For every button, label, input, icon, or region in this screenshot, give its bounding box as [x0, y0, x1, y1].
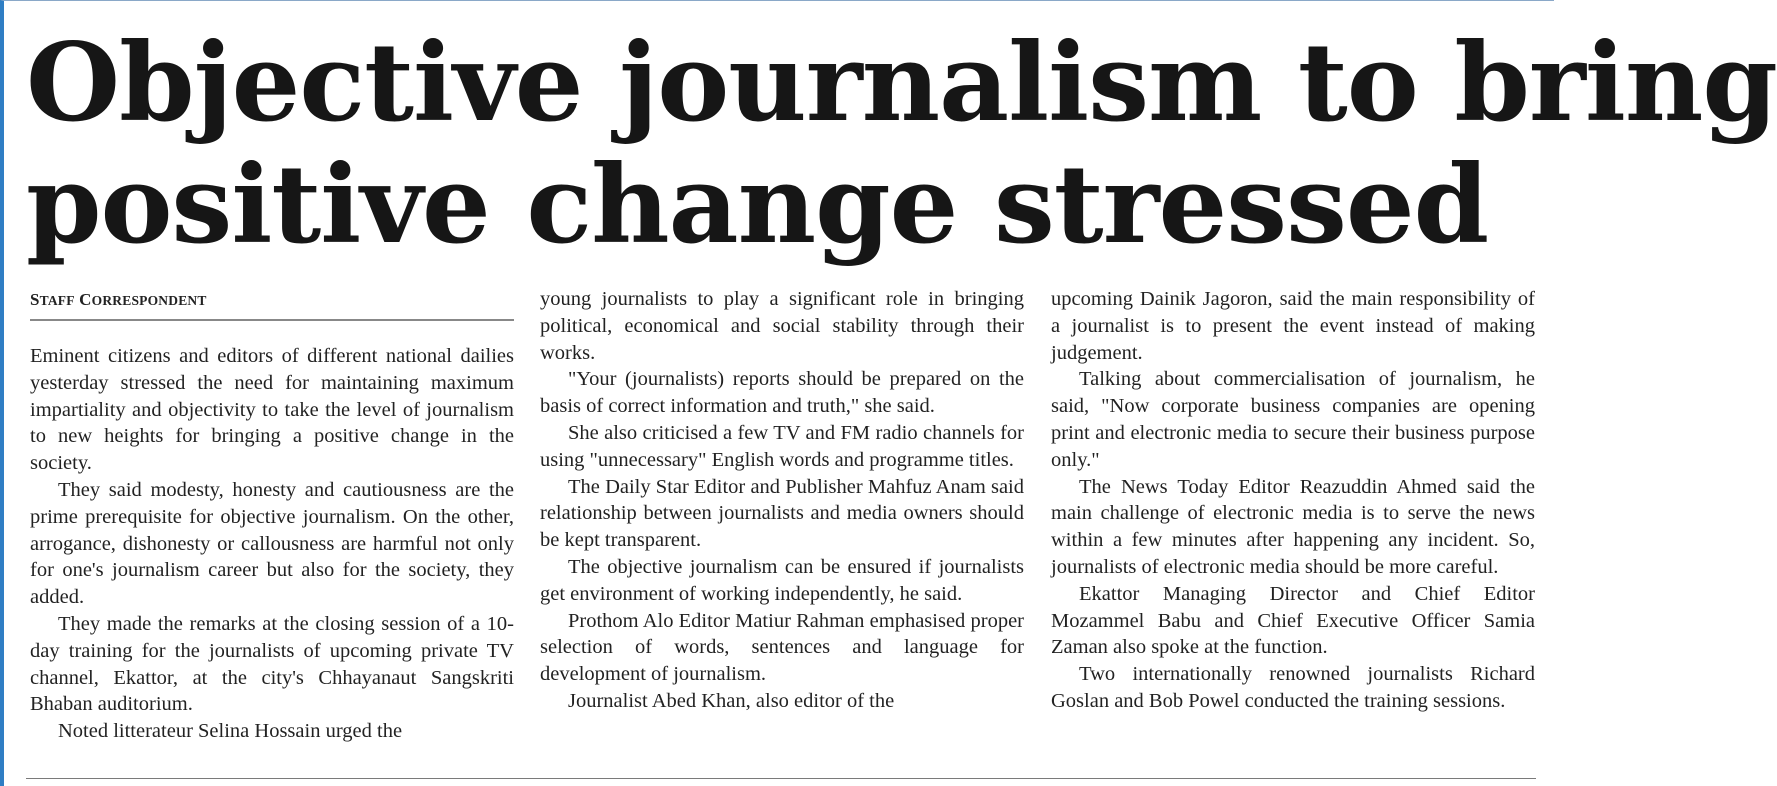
headline-line-1: Objective journalism to bring: [26, 20, 1777, 146]
paragraph: young journalists to play a significant role in bringing political, economical and social stability through their works.: [540, 288, 1024, 364]
byline: [30, 288, 514, 321]
paragraph: The News Today Editor Reazuddin Ahmed said the main challenge of electronic media is to serve the news within a few minutes after happening any incident. So, journalists of electronic media should be more careful.: [1051, 475, 1535, 578]
paragraph: Eminent citizens and editors of different national dailies yesterday stressed the need for maintaining maximum impartiality and objectivity to take the level of journalism to new heights for bringing a positive change in the society.: [30, 345, 514, 475]
byline-taff: TAFF: [39, 293, 75, 308]
paragraph: Talking about commercialisation of journalism, he said, "Now corporate business companies are opening print and electronic media to secure their business purpose only.": [1051, 368, 1535, 471]
article-column-3: [1051, 286, 1535, 715]
byline-s: S: [30, 290, 40, 309]
headline: [26, 20, 1777, 268]
paragraph: The objective journalism can be ensured if journalists get environment of working independently, he said.: [540, 555, 1024, 605]
paragraph: "Your (journalists) reports should be prepared on the basis of correct information and truth," she said.: [540, 368, 1024, 418]
paragraph: upcoming Dainik Jagoron, said the main responsibility of a journalist is to present the event instead of making judgement.: [1051, 288, 1535, 364]
paragraph: She also criticised a few TV and FM radio channels for using "unnecessary" English words and programme titles.: [540, 421, 1024, 471]
paragraph: They made the remarks at the closing session of a 10-day training for the journalists of upcoming private TV channel, Ekattor, at the city's Chhayanaut Sangskriti Bhaban auditorium.: [30, 612, 514, 716]
article-column-1: [30, 286, 514, 745]
paragraph: Ekattor Managing Director and Chief Editor Mozammel Babu and Chief Executive Officer Samia Zaman also spoke at the function.: [1051, 582, 1535, 659]
paragraph: The Daily Star Editor and Publisher Mahfuz Anam said relationship between journalists and media owners should be kept transparent.: [540, 475, 1024, 552]
paragraph: Noted litterateur Selina Hossain urged the: [58, 720, 403, 743]
paragraph: They said modesty, honesty and cautiousness are the prime prerequisite for objective journalism. On the other, arrogance, dishonesty or callousness are harmful not only for one's journalism career but also for the society, they added.: [30, 478, 514, 609]
byline-orrespondent: ORRESPONDENT: [91, 293, 207, 308]
article-column-2: [540, 286, 1024, 715]
bottom-rule: [26, 778, 1536, 779]
paragraph: Two internationally renowned journalists Richard Goslan and Bob Powel conducted the training sessions.: [1051, 663, 1535, 712]
byline-c: C: [79, 290, 92, 309]
headline-line-2: positive change stressed: [26, 142, 1489, 268]
paragraph: Journalist Abed Khan, also editor of the: [568, 689, 895, 712]
paragraph: Prothom Alo Editor Matiur Rahman emphasised proper selection of words, sentences and language for development of journalism.: [540, 609, 1024, 686]
